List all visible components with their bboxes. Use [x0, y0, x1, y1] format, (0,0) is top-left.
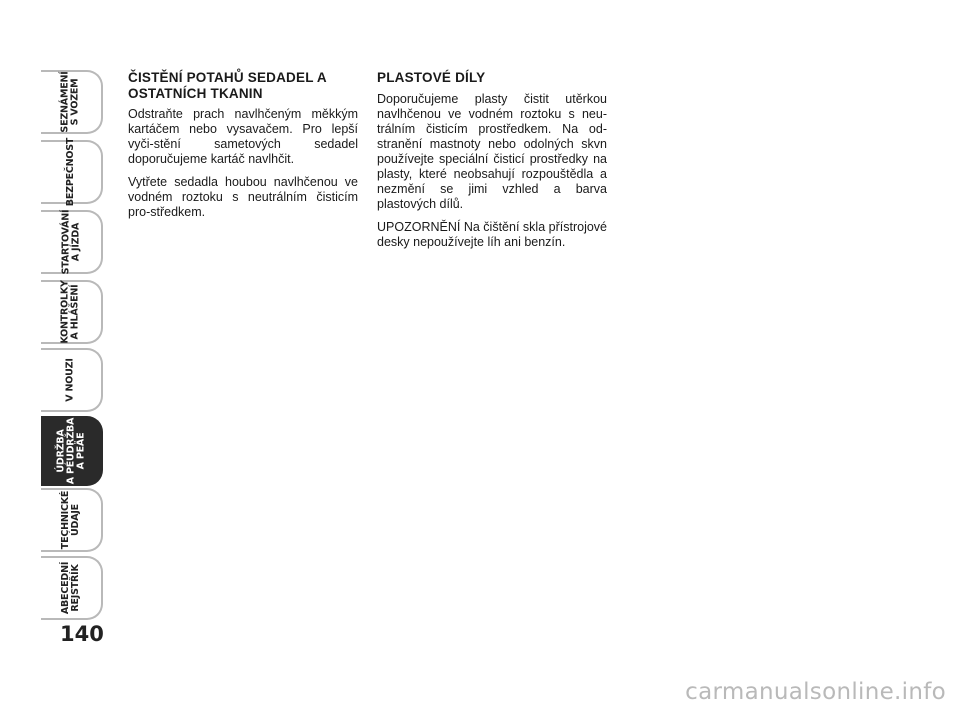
paragraph: Vytřete sedadla houbou navlhčenou ve vodném roztoku s neutrálním čisticím pro-středkem.: [128, 175, 358, 219]
page-number: 140: [60, 622, 104, 646]
paragraph: Odstraňte prach navlhčeným měkkým kartáčem nebo vysavačem. Pro lepší vyči-stění sametových sedadel doporučujeme kartáč navlhčit.: [128, 107, 358, 166]
tab-label: KONTROLKY A HLÁŠENÍ: [60, 280, 82, 344]
tab-label: STARTOVÁNÍ A JÍZDA: [60, 209, 82, 275]
tab-bezpecnost[interactable]: [41, 137, 103, 207]
tab-startovani-a-jizda[interactable]: [41, 210, 103, 274]
tab-v-nouzi[interactable]: [41, 348, 103, 412]
tab-technicke-udaje[interactable]: [41, 488, 103, 552]
tab-label: BEZPEČNOST: [65, 137, 76, 207]
tab-label: SEZNÁMENÍ S VOZEM: [60, 71, 81, 133]
tab-kontrolky-a-hlaseni[interactable]: [41, 280, 103, 344]
right-column: [377, 70, 607, 258]
tab-abecedni-rejstrik[interactable]: [41, 556, 103, 620]
tab-label: ABECEDNÍ REJSTŘÍK: [59, 561, 81, 615]
left-column: [128, 70, 358, 228]
tab-label: TECHNICKÉ ÚDAJE: [60, 490, 81, 550]
section-heading: PLASTOVÉ DÍLY: [377, 70, 486, 85]
tab-udrzba-a-pece[interactable]: [41, 416, 103, 486]
tab-label: ÚDRŽBA A PÉUDRŽBA A PEÄE: [55, 417, 87, 485]
warning-paragraph: UPOZORNĚNÍ Na čištění skla přístrojové desky nepoužívejte líh ani benzín.: [377, 219, 607, 249]
tab-seznameni-s-vozem[interactable]: [41, 70, 103, 134]
tab-label: V NOUZI: [65, 358, 76, 402]
watermark: carmanualsonline.info: [685, 679, 946, 705]
section-heading: ČISTĚNÍ POTAHŮ SEDADEL A OSTATNÍCH TKANIN: [128, 70, 327, 101]
paragraph: Doporučujeme plasty čistit utěrkou navlhčenou ve vodném roztoku s neu-trálním čisticím prostředkem. Na od-stranění mastnoty nebo odolných skvn používejte speciální čisticí prostředky na plasty, které neobsahují rozpouštědla a nezmění se jimi vzhled a barva plastových dílů.: [377, 91, 607, 211]
